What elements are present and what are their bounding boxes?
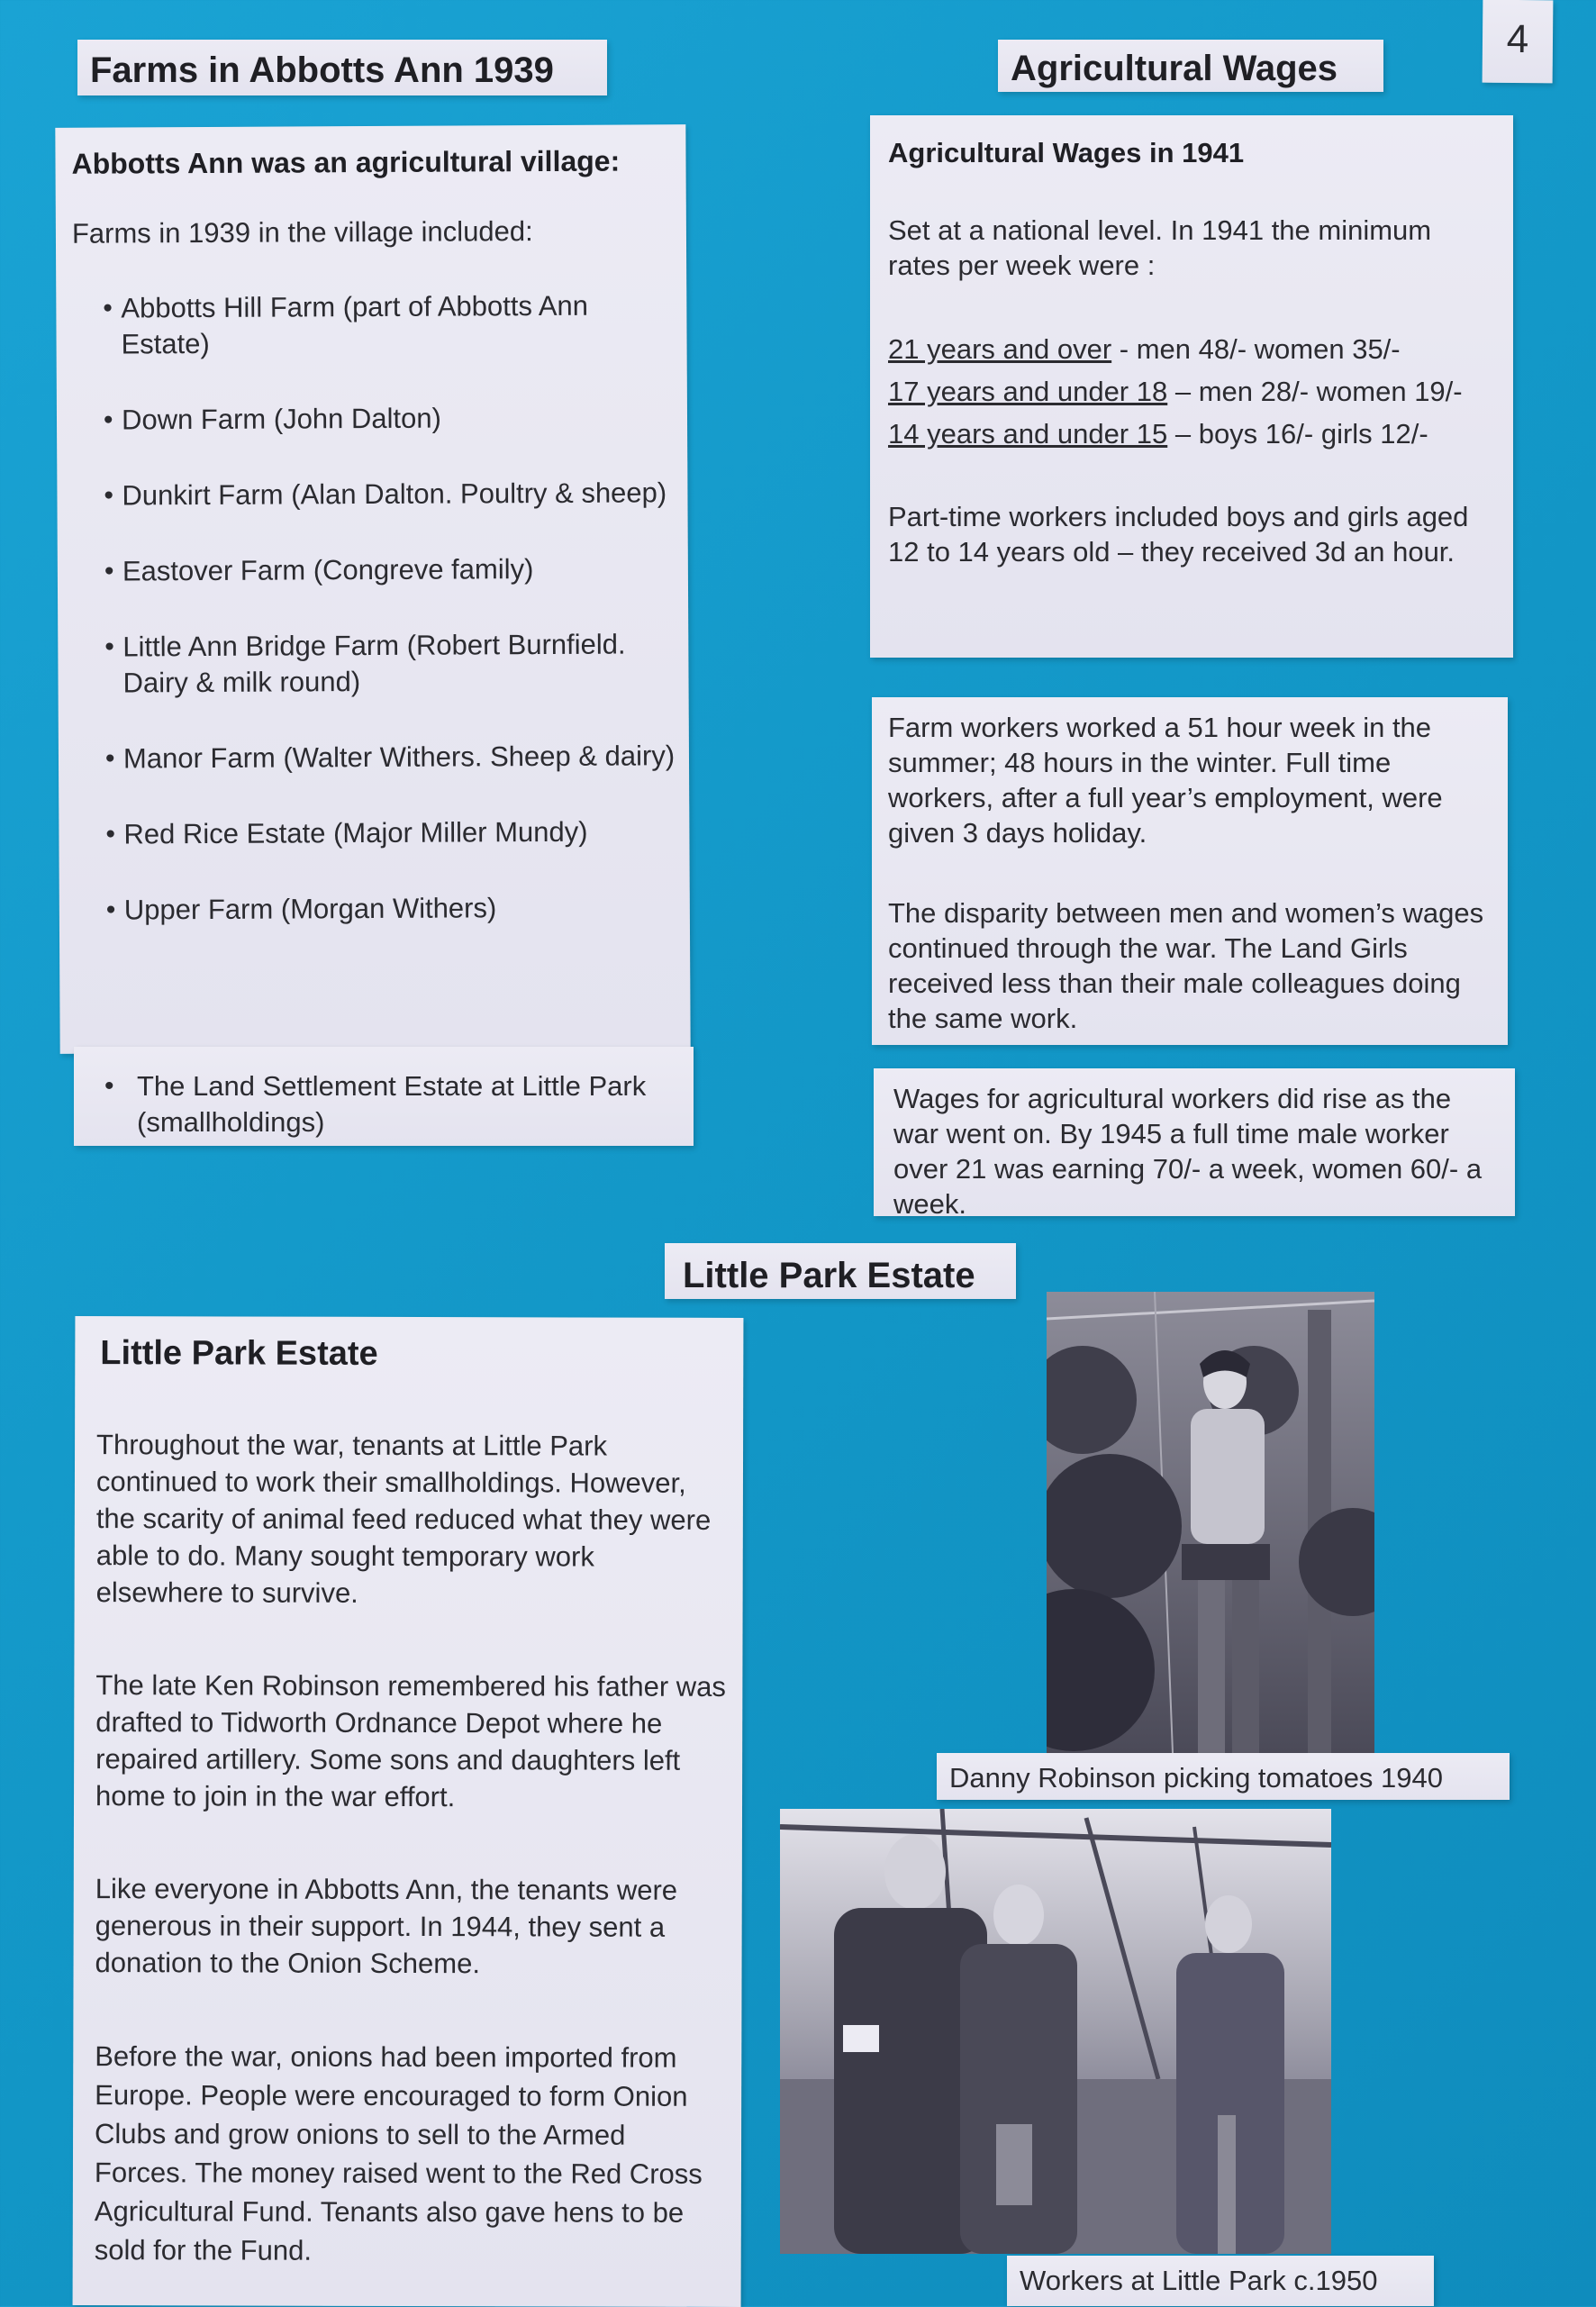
list-item: • Down Farm (John Dalton)	[73, 399, 675, 438]
hours-text: Farm workers worked a 51 hour week in the summer; 48 hours in the winter. Full time workers, after a full year’s employment, were given 3 days holiday.	[888, 712, 1443, 849]
workers-photo-caption: Workers at Little Park c.1950	[1007, 2256, 1434, 2306]
list-item: • Red Rice Estate (Major Miller Mundy)	[75, 813, 676, 852]
little-park-paragraph: Before the war, onions had been imported from Europe. People were encouraged to form Onion Clubs and grow onions to sell to the Armed Forces. The money raised went to the Red Cross Agricultural Fund. Tenants also gave hens to be sold for the Fund.	[94, 2040, 703, 2266]
page-number-card	[1483, 0, 1554, 83]
list-item: • Manor Farm (Walter Withers. Sheep & dairy)	[75, 738, 676, 777]
tomato-photo-caption: Danny Robinson picking tomatoes 1940	[937, 1753, 1510, 1800]
farms-list	[72, 287, 677, 928]
wages-intro: Set at a national level. In 1941 the minimum rates per week were :	[888, 214, 1432, 281]
wage-rate-row: 14 years and under 15 – boys 16/- girls 12/-	[888, 418, 1428, 450]
extra-farm-card	[74, 1047, 694, 1146]
workers-photo	[780, 1809, 1331, 2254]
farms-section-title: Farms in Abbotts Ann 1939	[77, 40, 607, 95]
little-park-card	[73, 1316, 744, 2307]
list-item: • Eastover Farm (Congreve family)	[74, 550, 676, 589]
little-park-paragraph: The late Ken Robinson remembered his father was drafted to Tidworth Ordnance Depot where he repaired artillery. Some sons and daughters left home to join in the war effort.	[95, 1669, 727, 1813]
wage-rise-text: Wages for agricultural workers did rise as the war went on. By 1945 a full time male worker over 21 was earning 70/- a week, women 60/- a week.	[893, 1083, 1483, 1220]
tomato-picking-photo	[1047, 1292, 1374, 1753]
list-item: • Upper Farm (Morgan Withers)	[76, 889, 677, 928]
little-park-paragraph: Throughout the war, tenants at Little Park continued to work their smallholdings. However, the scarity of animal feed reduced what they were able to do. Many sought temporary work elsewhere to survive.	[95, 1429, 712, 1609]
wages-1941-card	[870, 115, 1513, 658]
little-park-paragraph: Like everyone in Abbotts Ann, the tenants were generous in their support. In 1944, they sent a donation to the Onion Scheme.	[95, 1873, 678, 1980]
wage-rate-row: 17 years and under 18 – men 28/- women 19/-	[888, 376, 1463, 407]
wage-rates	[888, 332, 1495, 452]
part-time-text: Part-time workers included boys and girls aged 12 to 14 years old – they received 3d an hour.	[888, 501, 1469, 568]
list-item: • The Land Settlement Estate at Little Park (smallholdings)	[74, 1068, 685, 1140]
farms-heading: Abbotts Ann was an agricultural village:	[71, 144, 621, 180]
farms-list-card	[55, 124, 690, 1054]
farms-intro: Farms in 1939 in the village included:	[71, 215, 533, 250]
wage-rate-row: 21 years and over - men 48/- women 35/-	[888, 333, 1401, 365]
wages-section-title: Agricultural Wages	[998, 40, 1383, 92]
little-park-heading: Little Park Estate	[100, 1334, 378, 1373]
page-number: 4	[1506, 16, 1529, 62]
hours-card	[872, 697, 1508, 1045]
list-item: • Dunkirt Farm (Alan Dalton. Poultry & sheep)	[73, 475, 675, 513]
little-park-section-title: Little Park Estate	[665, 1243, 1016, 1299]
wage-rise-card	[874, 1068, 1515, 1220]
wages-heading: Agricultural Wages in 1941	[888, 137, 1245, 168]
disparity-text: The disparity between men and women’s wages continued through the war. The Land Girls received less than their male colleagues doing the same work.	[888, 897, 1484, 1034]
list-item: • Little Ann Bridge Farm (Robert Burnfield. Dairy & milk round)	[74, 626, 676, 701]
list-item: • Abbotts Hill Farm (part of Abbotts Ann Estate)	[72, 287, 674, 362]
